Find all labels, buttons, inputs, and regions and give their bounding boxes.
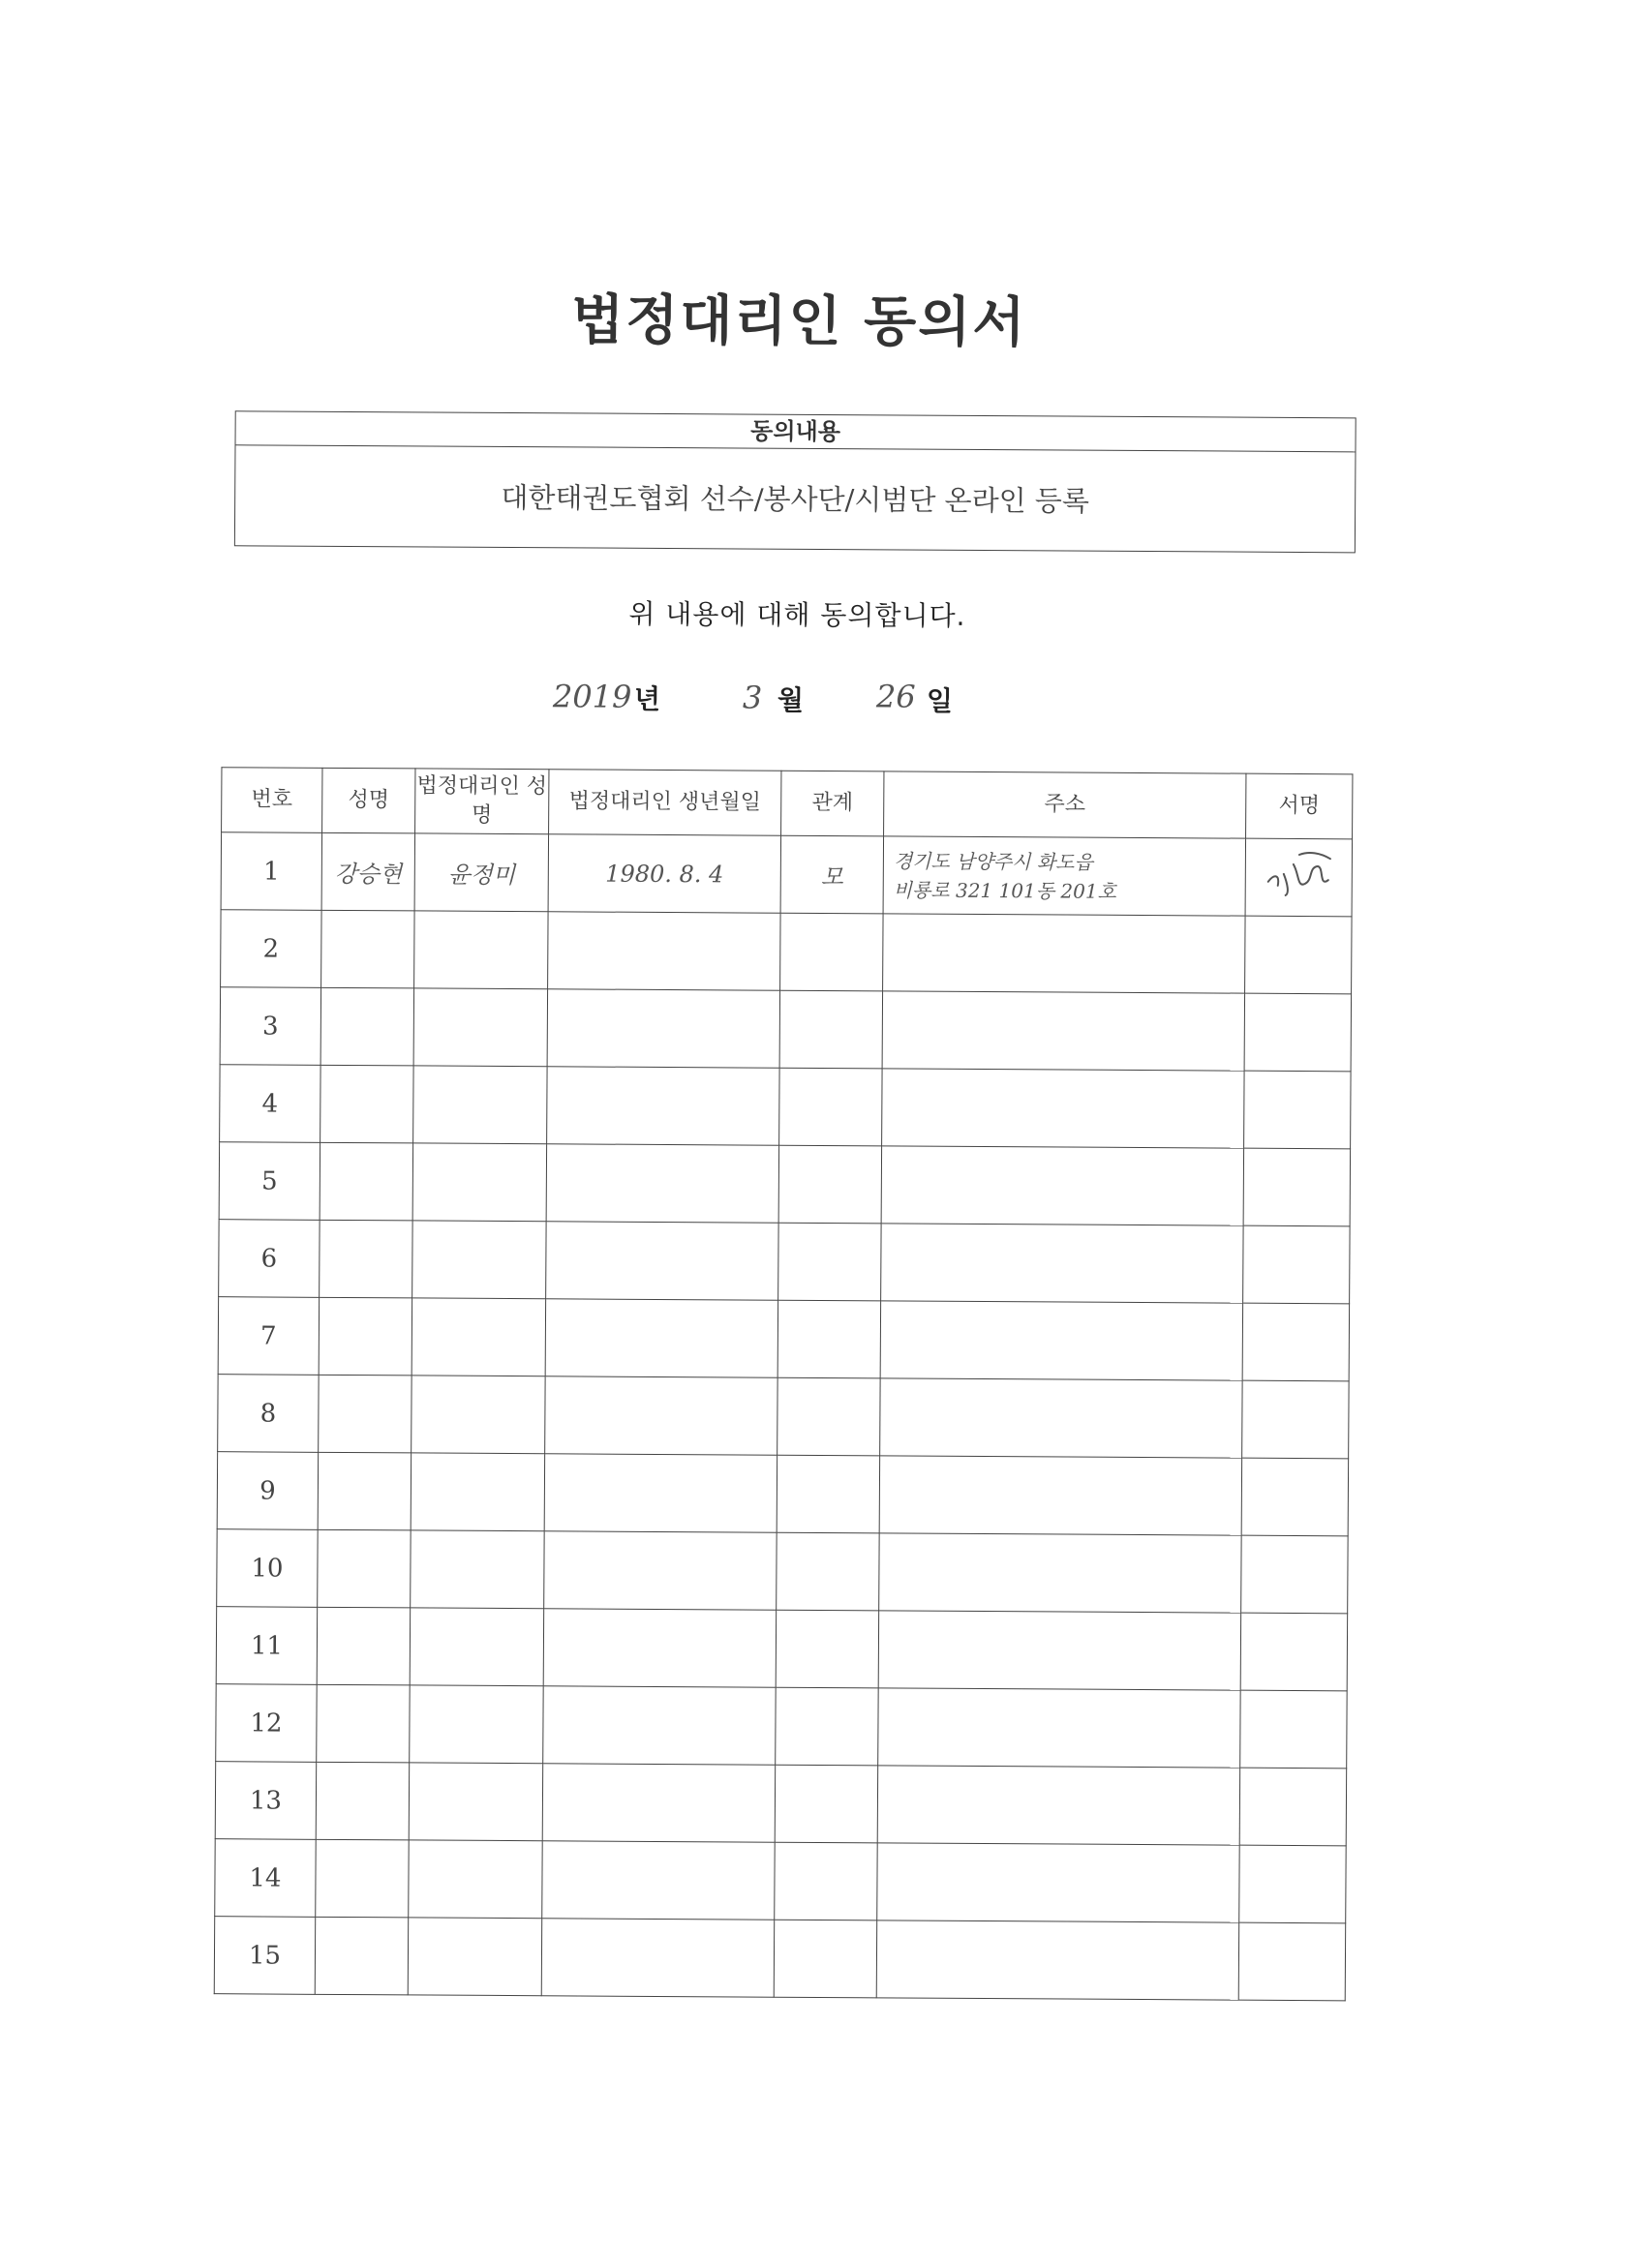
cell-participant-name — [317, 1684, 410, 1763]
cell-address — [878, 1688, 1240, 1768]
cell-row-number: 14 — [215, 1839, 316, 1918]
cell-participant-name — [316, 1839, 409, 1918]
table-row — [216, 1684, 1347, 1769]
cell-address — [882, 991, 1244, 1071]
cell-relation — [779, 990, 882, 1069]
cell-address — [883, 836, 1245, 916]
table-row — [214, 1917, 1345, 2001]
cell-row-number: 5 — [219, 1142, 320, 1221]
table-row — [216, 1607, 1347, 1691]
cell-signature — [1242, 1303, 1349, 1381]
cell-row-number: 12 — [216, 1684, 317, 1763]
cell-relation — [776, 1687, 878, 1766]
date-year: 2019 — [552, 678, 632, 715]
table-row — [219, 1142, 1350, 1226]
cell-relation — [778, 1223, 881, 1301]
cell-signature — [1245, 916, 1352, 994]
cell-participant-name — [319, 1297, 412, 1376]
cell-signature — [1238, 1922, 1345, 2001]
cell-participant-name — [317, 1607, 410, 1685]
cell-guardian-name — [413, 1066, 547, 1144]
date-day-unit: 일 — [926, 684, 954, 717]
cell-guardian-birthdate — [547, 989, 779, 1068]
cell-guardian-name — [410, 1685, 543, 1764]
header-guardian-name: 법정대리인 성명 — [415, 769, 549, 834]
cell-guardian-name — [413, 988, 547, 1067]
cell-row-number: 15 — [214, 1917, 315, 1995]
cell-guardian-birthdate — [546, 1222, 778, 1300]
cell-participant-name — [320, 987, 413, 1066]
cell-signature — [1244, 1071, 1351, 1149]
cell-relation — [775, 1842, 877, 1920]
consent-content-header: 동의내용 — [236, 411, 1356, 452]
cell-relation — [774, 1920, 876, 1998]
cell-guardian-birthdate — [545, 1299, 777, 1377]
cell-participant-name: 강승현 — [321, 832, 414, 911]
cell-guardian-name — [411, 1530, 544, 1609]
consent-content-body: 대한태권도협회 선수/봉사단/시범단 온라인 등록 — [501, 480, 1090, 518]
cell-address — [877, 1843, 1239, 1922]
cell-row-number: 2 — [221, 910, 321, 988]
cell-participant-name — [315, 1917, 408, 1995]
date-line — [545, 676, 1126, 728]
table-row — [219, 1220, 1350, 1304]
cell-guardian-birthdate — [544, 1531, 777, 1610]
cell-address — [881, 1146, 1243, 1225]
table-row — [220, 987, 1351, 1072]
cell-participant-name — [320, 1142, 412, 1221]
cell-relation — [775, 1765, 877, 1843]
cell-guardian-name — [414, 911, 548, 989]
address-line-1: 경기도 남양주시 화도읍 — [893, 848, 1093, 874]
cell-participant-name — [320, 1065, 413, 1143]
address-line-2: 비룡로 321 101동 201호 — [893, 877, 1116, 903]
cell-relation — [777, 1532, 879, 1611]
cell-address — [880, 1378, 1242, 1458]
cell-address — [876, 1920, 1238, 2000]
table-row — [215, 1839, 1346, 1923]
cell-guardian-birthdate — [543, 1609, 776, 1687]
roster-body — [214, 832, 1352, 2001]
cell-row-number: 10 — [217, 1529, 318, 1608]
cell-guardian-birthdate — [545, 1376, 777, 1455]
cell-guardian-birthdate — [547, 1067, 779, 1145]
consent-content-box — [234, 410, 1356, 553]
document-title: 법정대리인 동의서 — [570, 288, 1027, 355]
cell-signature — [1241, 1535, 1348, 1614]
cell-guardian-birthdate — [541, 1919, 774, 1997]
agreement-statement: 위 내용에 대해 동의합니다. — [628, 597, 966, 632]
cell-participant-name — [318, 1529, 411, 1608]
cell-relation — [777, 1455, 879, 1533]
cell-address — [877, 1766, 1239, 1845]
cell-participant-name — [319, 1375, 412, 1453]
cell-row-number: 11 — [216, 1607, 317, 1685]
header-name: 성명 — [322, 768, 415, 833]
cell-relation: 모 — [780, 835, 883, 914]
cell-address — [879, 1533, 1241, 1613]
cell-guardian-name — [410, 1608, 543, 1686]
cell-signature — [1240, 1690, 1347, 1769]
table-row — [221, 832, 1352, 917]
cell-relation — [780, 913, 883, 991]
date-day: 26 — [875, 678, 916, 715]
cell-signature — [1239, 1845, 1346, 1923]
cell-relation — [777, 1377, 880, 1456]
cell-guardian-birthdate: 1980. 8. 4 — [548, 834, 780, 913]
header-signature: 서명 — [1246, 773, 1353, 839]
date-year-unit: 년 — [633, 682, 661, 715]
cell-address — [883, 914, 1245, 993]
cell-guardian-birthdate — [542, 1764, 775, 1842]
cell-signature — [1240, 1613, 1347, 1691]
cell-relation — [779, 1068, 882, 1146]
cell-address — [882, 1069, 1244, 1148]
header-no: 번호 — [222, 768, 322, 833]
date-month-unit: 월 — [777, 683, 805, 716]
table-row — [217, 1529, 1348, 1614]
header-address: 주소 — [884, 771, 1246, 838]
cell-row-number: 13 — [215, 1762, 316, 1840]
cell-guardian-birthdate — [548, 912, 780, 990]
cell-guardian-name — [412, 1298, 545, 1376]
cell-guardian-name: 윤정미 — [414, 833, 548, 912]
header-relation: 관계 — [781, 771, 884, 836]
cell-signature — [1244, 993, 1351, 1072]
table-row — [218, 1297, 1349, 1381]
header-guardian-birth: 법정대리인 생년월일 — [549, 770, 781, 835]
cell-guardian-birthdate — [542, 1841, 775, 1920]
cell-row-number: 8 — [218, 1375, 319, 1453]
cell-row-number: 9 — [217, 1452, 318, 1530]
cell-guardian-birthdate — [544, 1454, 777, 1532]
cell-participant-name — [321, 910, 414, 988]
cell-row-number: 4 — [220, 1065, 320, 1143]
date-month: 3 — [742, 679, 763, 716]
cell-signature — [1241, 1458, 1348, 1536]
handwritten-signature — [1260, 845, 1337, 903]
cell-row-number: 7 — [218, 1297, 319, 1376]
cell-signature — [1243, 1225, 1350, 1304]
cell-guardian-birthdate — [546, 1144, 778, 1223]
cell-signature — [1239, 1768, 1346, 1846]
cell-guardian-name — [409, 1840, 542, 1919]
cell-row-number: 6 — [219, 1220, 320, 1298]
cell-guardian-name — [409, 1763, 542, 1841]
cell-address — [879, 1456, 1241, 1535]
cell-relation — [778, 1145, 881, 1224]
cell-participant-name — [320, 1220, 412, 1298]
cell-guardian-name — [412, 1376, 545, 1454]
cell-address — [878, 1611, 1240, 1690]
table-header-row — [222, 768, 1353, 839]
cell-participant-name — [318, 1452, 411, 1530]
cell-signature — [1243, 1148, 1350, 1226]
table-row — [221, 910, 1352, 994]
guardian-roster-table — [214, 767, 1354, 2001]
cell-relation — [776, 1610, 878, 1688]
cell-participant-name — [316, 1762, 409, 1840]
table-row — [215, 1762, 1346, 1846]
cell-row-number: 1 — [221, 832, 321, 911]
cell-address — [881, 1224, 1243, 1303]
cell-guardian-birthdate — [543, 1686, 776, 1765]
cell-guardian-name — [412, 1221, 546, 1299]
cell-guardian-name — [411, 1453, 544, 1531]
cell-signature — [1245, 838, 1352, 917]
table-row — [220, 1065, 1351, 1149]
cell-address — [880, 1301, 1242, 1380]
cell-relation — [777, 1300, 880, 1378]
cell-guardian-name — [408, 1918, 541, 1996]
cell-row-number: 3 — [220, 987, 320, 1066]
table-row — [217, 1452, 1348, 1536]
cell-guardian-name — [412, 1143, 546, 1222]
table-row — [218, 1375, 1349, 1459]
cell-signature — [1242, 1380, 1349, 1459]
